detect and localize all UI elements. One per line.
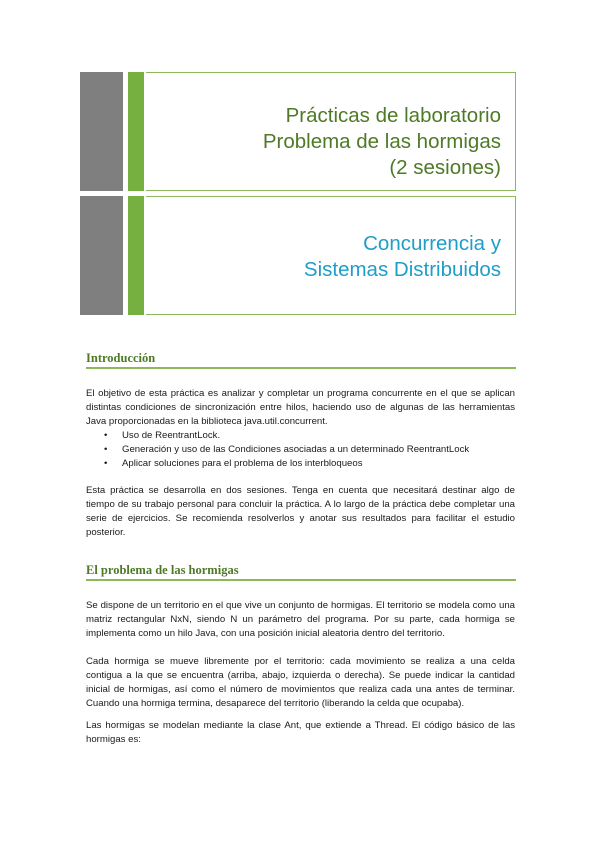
- cover-subtitle-line-1: Concurrencia y: [363, 232, 501, 255]
- list-item: [86, 443, 515, 457]
- cover-subtitle-line-2: Sistemas Distribuidos: [303, 258, 501, 281]
- cover-title-line-1: Prácticas de laboratorio: [285, 104, 501, 127]
- cover-title-box: [146, 72, 516, 191]
- cover-green-bar-top: [128, 72, 144, 191]
- bullet-text: Generación y uso de las Condiciones asociadas a un determinado ReentrantLock: [122, 444, 470, 455]
- problem-paragraph-2: Cada hormiga se mueve libremente por el territorio: cada movimiento se realiza a una celda contigua a la que se encuentra (arriba, abajo, izquierda o derecha). Se puede indicar la cantidad inicial de hormigas, así como el número de movimientos que realiza cada una antes de terminar. Cuando una hormiga termina, desaparece del territorio (liberando la celda que ocupaba).: [86, 656, 515, 709]
- cover-title-line-3: (2 sesiones): [389, 156, 501, 179]
- section-rule-problem: [86, 579, 516, 581]
- section-heading-intro: Introducción: [86, 351, 156, 365]
- problem-paragraph-1: Se dispone de un territorio en el que vive un conjunto de hormigas. El territorio se modela como una matriz rectangular NxN, siendo N un parámetro del programa. Por su parte, cada hormiga se implementa como un hilo Java, con una posición inicial aleatoria dentro del territorio.: [86, 600, 515, 639]
- section-rule-intro: [86, 367, 516, 369]
- intro-paragraph-2: Esta práctica se desarrolla en dos sesiones. Tenga en cuenta que necesitará destinar algo de tiempo de su trabajo personal para concluir la práctica. A lo largo de la práctica debe completar una serie de ejercicios. Se recomienda resolverlos y anotar sus resultados para facilitar el estudio posterior.: [86, 485, 515, 538]
- bullet-icon: •: [104, 458, 108, 469]
- cover-title-line-2: Problema de las hormigas: [262, 130, 501, 153]
- bullet-icon: •: [104, 430, 108, 441]
- cover-gray-bar-top: [80, 72, 123, 191]
- cover-subtitle-box: [146, 196, 516, 315]
- list-item: [86, 429, 515, 443]
- list-item: [86, 457, 515, 471]
- cover-gray-bar-bottom: [80, 196, 123, 315]
- section-heading-problem: El problema de las hormigas: [86, 563, 239, 577]
- problem-paragraph-3: Las hormigas se modelan mediante la clase Ant, que extiende a Thread. El código básico de las hormigas es:: [86, 720, 515, 745]
- bullet-text: Uso de ReentrantLock.: [122, 430, 221, 441]
- bullet-icon: •: [104, 444, 108, 455]
- cover-green-bar-bottom: [128, 196, 144, 315]
- intro-bullet-list: [86, 429, 515, 471]
- bullet-text: Aplicar soluciones para el problema de los interbloqueos: [122, 458, 363, 469]
- intro-paragraph-1: El objetivo de esta práctica es analizar y completar un programa concurrente en el que se aplican distintas condiciones de sincronización entre hilos, haciendo uso de algunas de las herramientas Java proporcionadas en la biblioteca java.util.concurrent.: [86, 388, 515, 427]
